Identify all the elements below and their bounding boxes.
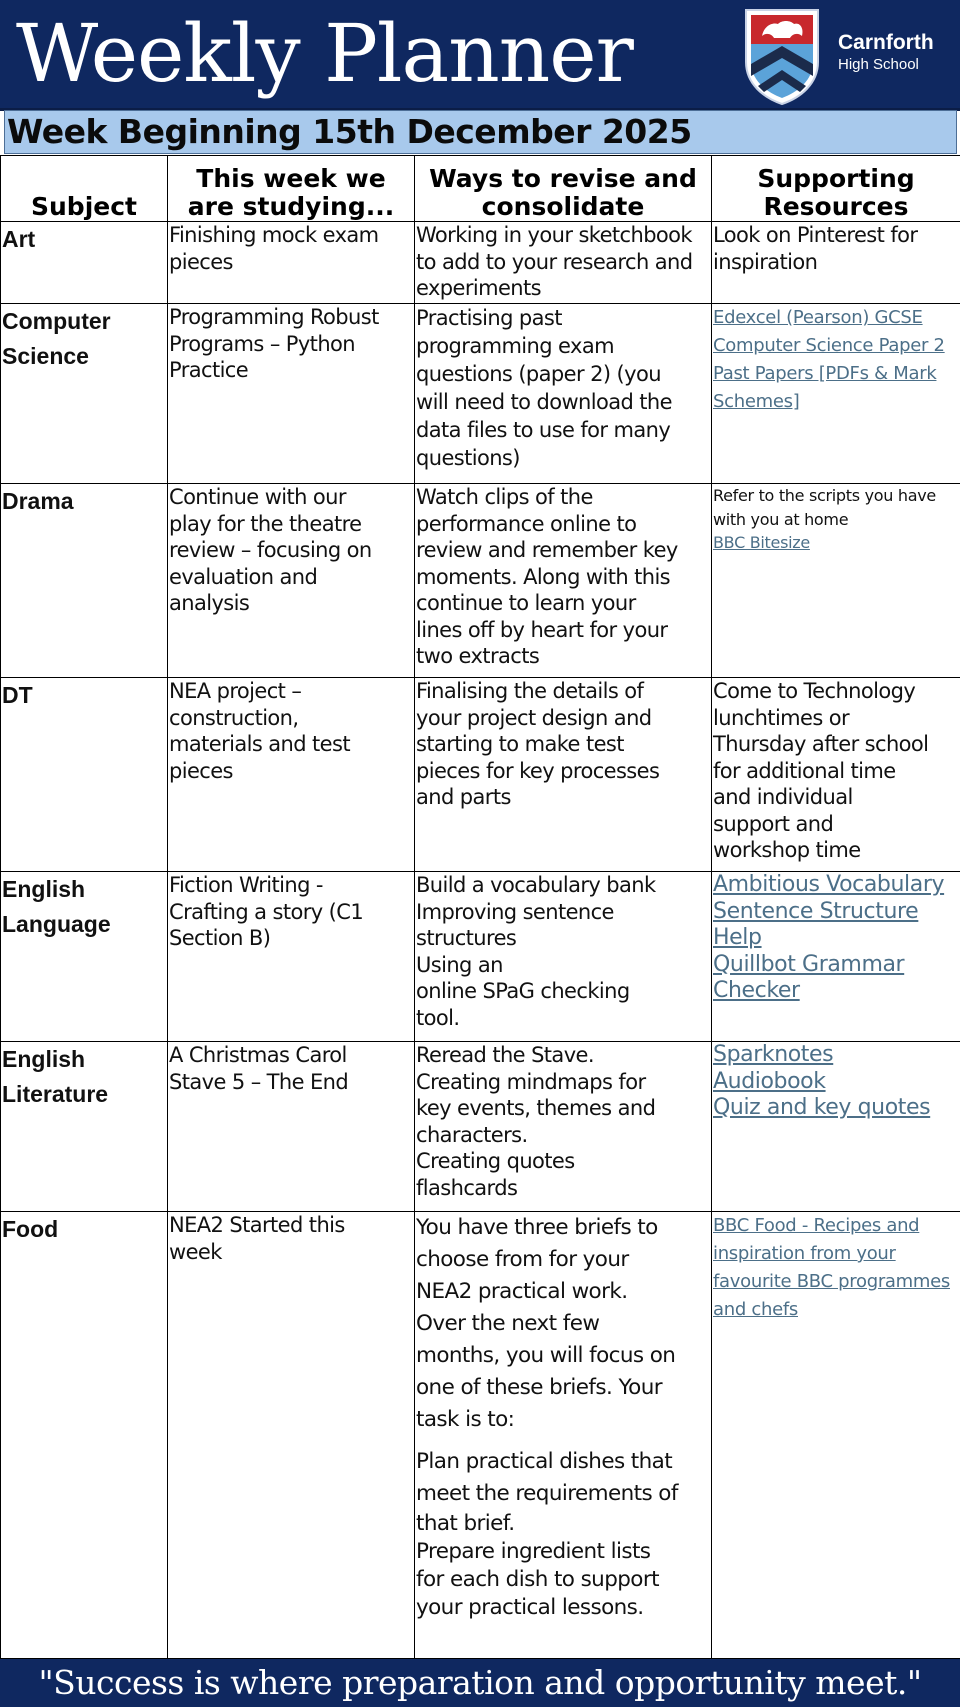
link-bbc-bitesize[interactable]: BBC Bitesize [713, 533, 810, 552]
school-subtitle: High School [838, 56, 919, 73]
link-quiz-key-quotes[interactable]: Quiz and key quotes [713, 1095, 931, 1120]
header-bar [0, 0, 960, 111]
resources-english-language [712, 872, 960, 1042]
table-row [1, 304, 960, 484]
resources-drama: Refer to the scripts you have with you at home BBC Bitesize [712, 484, 960, 678]
page-title: Weekly Planner [16, 7, 633, 100]
subject-art: Art [1, 222, 168, 304]
table-header-row [1, 156, 960, 222]
studying-art: Finishing mock exam pieces [168, 222, 415, 304]
revise-english-language: Build a vocabulary bank Improving sentence structures Using an online SPaG checking tool. [415, 872, 712, 1042]
revise-art: Working in your sketchbook to add to your research and experiments [415, 222, 712, 304]
subject-english-language: English Language [1, 872, 168, 1042]
school-crest-icon [742, 6, 822, 106]
revise-english-literature: Reread the Stave. Creating mindmaps for key events, themes and characters. Creating quotes flashcards [415, 1042, 712, 1212]
table-row [1, 1042, 960, 1212]
link-bbc-food[interactable]: BBC Food - Recipes and inspiration from your favourite BBC programmes and chefs [712, 1212, 960, 1659]
link-ambitious-vocabulary[interactable]: Ambitious Vocabulary [713, 872, 945, 897]
week-label: Week Beginning 15th December 2025 [7, 112, 692, 151]
col-header-subject: Subject [1, 156, 168, 222]
revise-computer-science: Practising past programming exam questions (paper 2) (you will need to download the data files to use for many questions) [415, 304, 712, 484]
col-header-resources: Supporting Resources [712, 156, 960, 222]
link-sparknotes[interactable]: Sparknotes [713, 1042, 834, 1067]
subject-food: Food [1, 1212, 168, 1659]
subject-english-literature: English Literature [1, 1042, 168, 1212]
subject-dt: DT [1, 678, 168, 872]
col-header-studying: This week we are studying... [168, 156, 415, 222]
table-row [1, 484, 960, 678]
subject-drama: Drama [1, 484, 168, 678]
week-banner [4, 110, 957, 154]
resources-dt: Come to Technology lunchtimes or Thursday after school for additional time and individual support and workshop time [712, 678, 960, 872]
table-row [1, 872, 960, 1042]
revise-food: You have three briefs to choose from for your NEA2 practical work. Over the next few months, you will focus on one of these briefs. Your task is to: Plan practical dishes that meet the requirements of that brief. Prepare ingredient lists for each dish to support your practical lessons. [415, 1212, 712, 1659]
link-sentence-structure-help[interactable]: Sentence Structure Help [713, 898, 919, 950]
studying-computer-science: Programming Robust Programs – Python Practice [168, 304, 415, 484]
link-quillbot-grammar-checker[interactable]: Quillbot Grammar Checker [713, 951, 905, 1003]
resources-english-literature [712, 1042, 960, 1212]
revise-drama: Watch clips of the performance online to review and remember key moments. Along with this continue to learn your lines off by heart for your two extracts [415, 484, 712, 678]
table-row [1, 678, 960, 872]
footer-quote: "Success is where preparation and opportunity meet." [38, 1663, 922, 1702]
revise-dt: Finalising the details of your project design and starting to make test pieces for key processes and parts [415, 678, 712, 872]
table-row [1, 1212, 960, 1659]
footer-bar [0, 1659, 960, 1707]
link-edexcel-past-papers[interactable]: Edexcel (Pearson) GCSE Computer Science Paper 2 Past Papers [PDFs & Mark Schemes] [712, 304, 960, 484]
col-header-revise: Ways to revise and consolidate [415, 156, 712, 222]
studying-drama: Continue with our play for the theatre review – focusing on evaluation and analysis [168, 484, 415, 678]
school-name-block [838, 30, 934, 74]
studying-english-literature: A Christmas Carol Stave 5 – The End [168, 1042, 415, 1212]
subject-computer-science: Computer Science [1, 304, 168, 484]
studying-english-language: Fiction Writing - Crafting a story (C1 Section B) [168, 872, 415, 1042]
school-name: Carnforth [838, 31, 934, 54]
studying-dt: NEA project – construction, materials and test pieces [168, 678, 415, 872]
studying-food: NEA2 Started this week [168, 1212, 415, 1659]
planner-table [0, 155, 960, 1659]
resources-art: Look on Pinterest for inspiration [712, 222, 960, 304]
link-audiobook[interactable]: Audiobook [713, 1068, 826, 1094]
table-row [1, 222, 960, 304]
